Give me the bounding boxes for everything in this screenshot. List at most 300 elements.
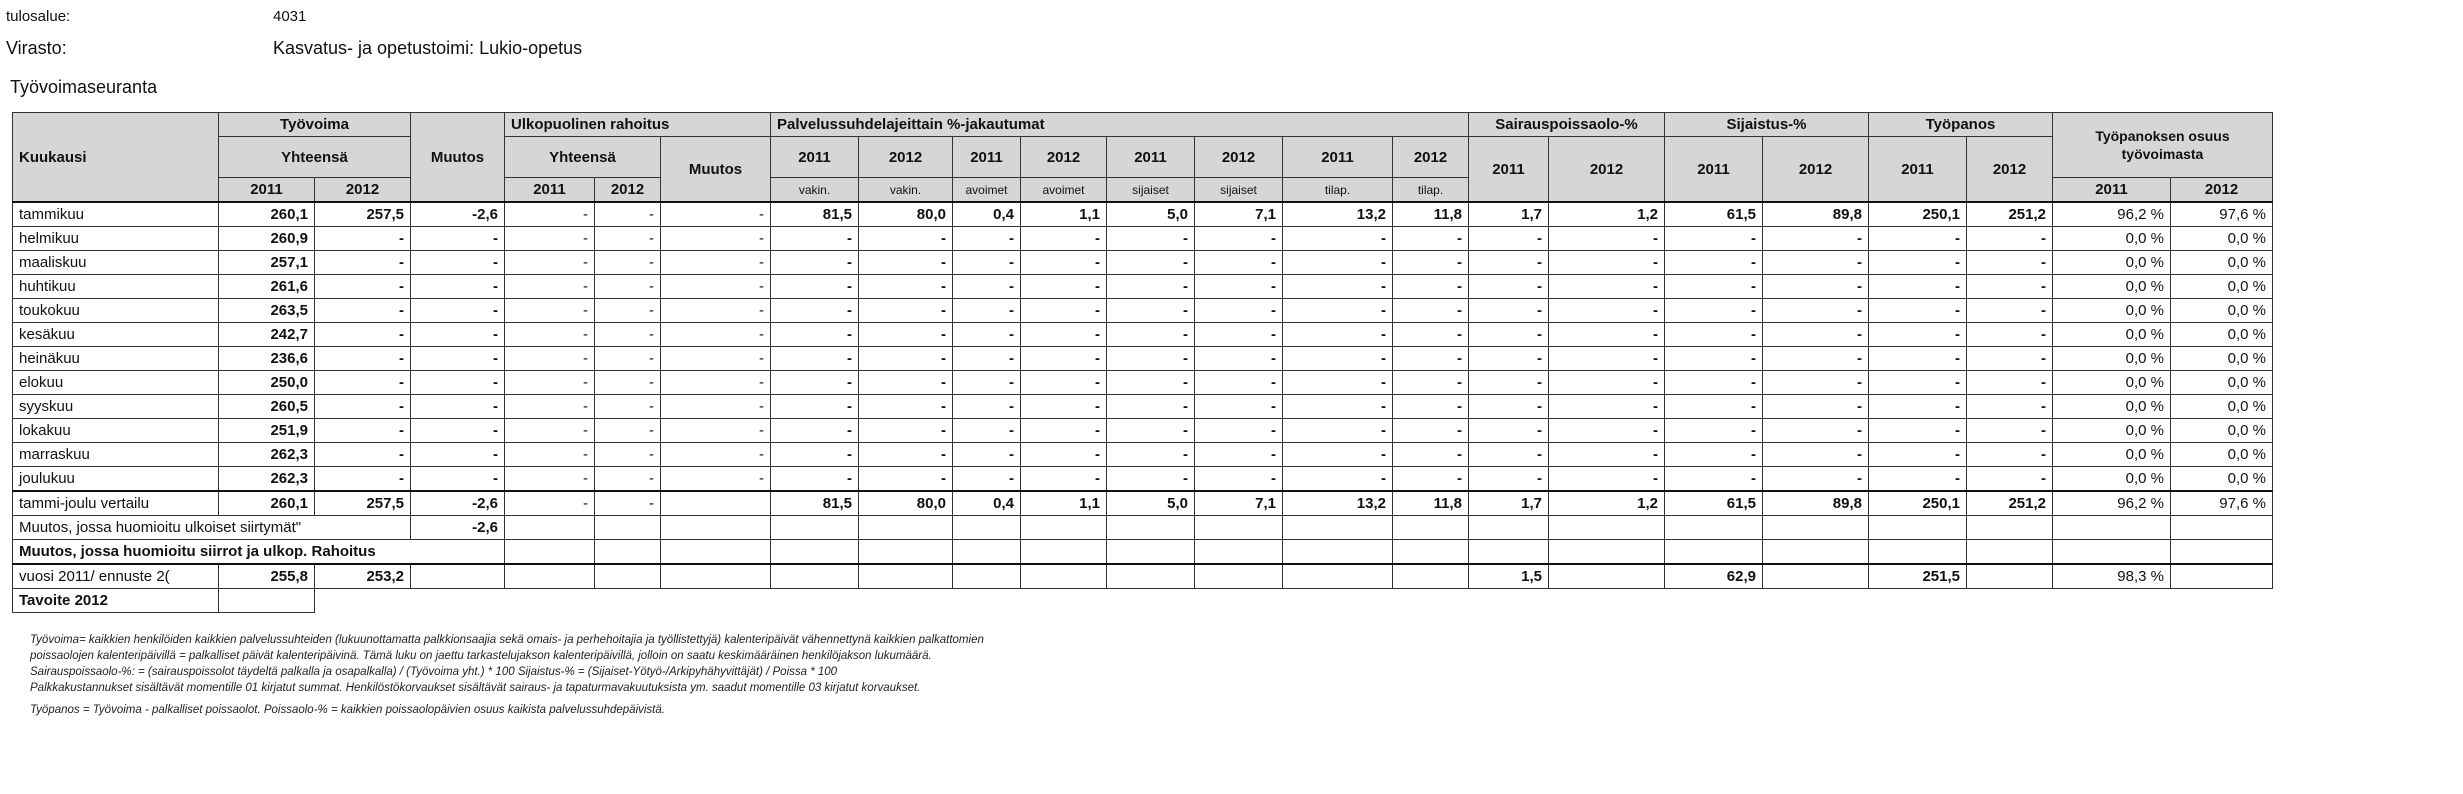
value-cell: 262,3 (219, 443, 315, 467)
value-cell: - (505, 467, 595, 492)
value-cell: - (1107, 443, 1195, 467)
empty-cell (1021, 589, 1107, 613)
sairaus-header: Sairauspoissaolo-% (1469, 113, 1665, 137)
value-cell: - (771, 347, 859, 371)
value-cell: - (1393, 443, 1469, 467)
value-cell: - (411, 299, 505, 323)
value-cell: 0,0 % (2053, 467, 2171, 492)
value-cell: - (1665, 275, 1763, 299)
value-cell: 96,2 % (2053, 202, 2171, 227)
sub-header: sijaiset (1107, 178, 1195, 203)
value-cell: 62,9 (1665, 564, 1763, 589)
palv-year-header: 2012 (1021, 137, 1107, 178)
muutos-header: Muutos (411, 113, 505, 203)
value-cell: - (1665, 467, 1763, 492)
value-cell: - (661, 371, 771, 395)
value-cell: - (1283, 467, 1393, 492)
empty-cell (1469, 589, 1549, 613)
value-cell: 251,2 (1967, 491, 2053, 516)
value-cell: 0,0 % (2171, 467, 2273, 492)
value-cell: - (1283, 395, 1393, 419)
value-cell: 0,0 % (2171, 419, 2273, 443)
value-cell: - (1469, 299, 1549, 323)
value-cell: -2,6 (411, 202, 505, 227)
value-cell: 257,1 (219, 251, 315, 275)
value-cell: 0,0 % (2053, 275, 2171, 299)
value-cell: 251,2 (1967, 202, 2053, 227)
value-cell: - (1967, 347, 2053, 371)
value-cell: 97,6 % (2171, 491, 2273, 516)
value-cell: - (1283, 371, 1393, 395)
footnote: Palkkakustannukset sisältävät momentille 01 kirjatut summat. Henkilöstökorvaukset sisältävät sairaus- ja tapaturmavakuutuksista ym. saadut momentille 03 kirjatut korvaukset. (30, 682, 921, 694)
value-cell: 0,0 % (2171, 371, 2273, 395)
value-cell: 7,1 (1195, 491, 1283, 516)
value-cell: - (1283, 443, 1393, 467)
value-cell (1967, 564, 2053, 589)
value-cell: 253,2 (315, 564, 411, 589)
value-cell: 251,9 (219, 419, 315, 443)
value-cell: - (1549, 347, 1665, 371)
month-cell: toukokuu (13, 299, 219, 323)
empty-cell (1021, 516, 1107, 540)
value-cell: - (315, 467, 411, 492)
value-cell: 0,0 % (2053, 347, 2171, 371)
value-cell: - (771, 443, 859, 467)
tavoite-value (219, 589, 315, 613)
palv-year-header: 2012 (1393, 137, 1469, 178)
value-cell: - (661, 299, 771, 323)
osuus-2012-header: 2012 (2171, 178, 2273, 203)
virasto-value: Kasvatus- ja opetustoimi: Lukio-opetus (273, 38, 583, 58)
value-cell: - (1393, 323, 1469, 347)
empty-cell (1393, 540, 1469, 565)
value-cell: 1,2 (1549, 202, 1665, 227)
value-cell: - (953, 467, 1021, 492)
value-cell: - (1283, 299, 1393, 323)
value-cell: - (1869, 227, 1967, 251)
value-cell: - (771, 395, 859, 419)
month-cell: tammikuu (13, 202, 219, 227)
value-cell: - (1869, 323, 1967, 347)
empty-cell (859, 589, 953, 613)
value-cell: - (1107, 227, 1195, 251)
value-cell: 97,6 % (2171, 202, 2273, 227)
value-cell: 11,8 (1393, 491, 1469, 516)
value-cell: - (771, 251, 859, 275)
empty-cell (1763, 540, 1869, 565)
table-row (13, 564, 2273, 589)
page-title: Työvoimaseuranta (10, 77, 158, 97)
value-cell: 1,7 (1469, 202, 1549, 227)
value-cell: 260,1 (219, 202, 315, 227)
value-cell (411, 564, 505, 589)
value-cell: 0,0 % (2171, 299, 2273, 323)
value-cell: 0,0 % (2053, 395, 2171, 419)
tyovoima-2012-header: 2012 (315, 178, 411, 203)
value-cell: 5,0 (1107, 491, 1195, 516)
empty-cell (411, 589, 505, 613)
value-cell: - (771, 467, 859, 492)
sub-header: avoimet (953, 178, 1021, 203)
value-cell: - (1967, 275, 2053, 299)
value-cell: - (859, 251, 953, 275)
value-cell: - (1021, 467, 1107, 492)
value-cell: 257,5 (315, 202, 411, 227)
value-cell (1763, 564, 1869, 589)
value-cell: - (661, 275, 771, 299)
value-cell (1107, 564, 1195, 589)
value-cell: 262,3 (219, 467, 315, 492)
value-cell: - (1195, 275, 1283, 299)
muutos-siirtymat-label: Muutos, jossa huomioitu ulkoiset siirtymät" (13, 516, 411, 540)
value-cell: 0,0 % (2171, 395, 2273, 419)
value-cell: - (1021, 275, 1107, 299)
ulkopuolinen-header: Ulkopuolinen rahoitus (505, 113, 771, 137)
value-cell: - (411, 227, 505, 251)
value-cell: - (1021, 419, 1107, 443)
value-cell: - (1549, 419, 1665, 443)
value-cell: - (1763, 347, 1869, 371)
value-cell: 61,5 (1665, 491, 1763, 516)
value-cell (595, 564, 661, 589)
value-cell: - (1763, 443, 1869, 467)
value-cell: 0,0 % (2171, 443, 2273, 467)
value-cell: - (1393, 299, 1469, 323)
value-cell: - (1763, 419, 1869, 443)
sub-header: sijaiset (1195, 178, 1283, 203)
month-cell: syyskuu (13, 395, 219, 419)
value-cell: - (953, 323, 1021, 347)
value-cell: - (1967, 251, 2053, 275)
value-cell: - (1869, 299, 1967, 323)
value-cell: - (1967, 323, 2053, 347)
value-cell: - (953, 299, 1021, 323)
value-cell: - (771, 275, 859, 299)
value-cell: - (1107, 251, 1195, 275)
value-cell: - (1469, 395, 1549, 419)
tavoite-row (13, 589, 2273, 613)
value-cell: - (1021, 299, 1107, 323)
value-cell: - (595, 347, 661, 371)
value-cell: - (1869, 419, 1967, 443)
empty-cell (1107, 516, 1195, 540)
empty-cell (1469, 540, 1549, 565)
value-cell: 1,5 (1469, 564, 1549, 589)
empty-cell (1665, 516, 1763, 540)
value-cell: - (771, 371, 859, 395)
value-cell: - (595, 371, 661, 395)
tulosalue-value: 4031 (273, 8, 307, 25)
value-cell: - (859, 227, 953, 251)
value-cell: 7,1 (1195, 202, 1283, 227)
value-cell: - (859, 371, 953, 395)
palv-year-header: 2011 (1107, 137, 1195, 178)
value-cell: - (1283, 251, 1393, 275)
value-cell: - (1549, 371, 1665, 395)
value-cell: - (1549, 467, 1665, 492)
muutos-rahoitus-label: Muutos, jossa huomioitu siirrot ja ulkop. Rahoitus (13, 540, 505, 565)
value-cell: 89,8 (1763, 202, 1869, 227)
value-cell: 0,0 % (2171, 275, 2273, 299)
value-cell: - (859, 419, 953, 443)
value-cell: - (595, 275, 661, 299)
table-row (13, 371, 2273, 395)
value-cell: - (1393, 467, 1469, 492)
value-cell: - (1469, 227, 1549, 251)
value-cell: 0,0 % (2053, 371, 2171, 395)
header-row-1 (13, 113, 2273, 137)
empty-cell (1869, 589, 1967, 613)
empty-cell (505, 516, 595, 540)
month-cell: maaliskuu (13, 251, 219, 275)
sairaus-2012-header: 2012 (1549, 137, 1665, 203)
value-cell: - (1967, 443, 2053, 467)
month-cell: heinäkuu (13, 347, 219, 371)
value-cell: - (771, 299, 859, 323)
value-cell: - (1869, 371, 1967, 395)
value-cell: - (953, 371, 1021, 395)
value-cell: - (1549, 275, 1665, 299)
empty-cell (1195, 540, 1283, 565)
empty-cell (1549, 540, 1665, 565)
value-cell: - (1549, 251, 1665, 275)
value-cell: - (1107, 395, 1195, 419)
empty-cell (2171, 589, 2273, 613)
value-cell: - (859, 395, 953, 419)
value-cell: - (1195, 299, 1283, 323)
value-cell: - (1195, 227, 1283, 251)
value-cell: - (1967, 371, 2053, 395)
value-cell: - (953, 275, 1021, 299)
value-cell: - (595, 491, 661, 516)
empty-cell (2053, 516, 2171, 540)
value-cell: 0,0 % (2053, 323, 2171, 347)
value-cell: 250,1 (1869, 202, 1967, 227)
tyovoima-header: Työvoima (219, 113, 411, 137)
tavoite-label: Tavoite 2012 (13, 589, 219, 613)
value-cell: - (1967, 227, 2053, 251)
value-cell: 80,0 (859, 202, 953, 227)
workforce-table (12, 112, 2273, 613)
value-cell: 250,1 (1869, 491, 1967, 516)
value-cell: - (1107, 467, 1195, 492)
value-cell: - (411, 395, 505, 419)
value-cell: - (505, 371, 595, 395)
value-cell: 263,5 (219, 299, 315, 323)
kuukausi-header: Kuukausi (13, 113, 219, 203)
value-cell: - (1469, 347, 1549, 371)
empty-cell (1665, 540, 1763, 565)
muutos-siirtymat-value: -2,6 (411, 516, 505, 540)
muutos-rahoitus-row (13, 540, 2273, 565)
empty-cell (1665, 589, 1763, 613)
yhteensa-header: Yhteensä (219, 137, 411, 178)
empty-cell (2053, 589, 2171, 613)
value-cell: - (1869, 443, 1967, 467)
value-cell: - (661, 202, 771, 227)
month-cell: kesäkuu (13, 323, 219, 347)
value-cell: - (859, 299, 953, 323)
value-cell: - (505, 227, 595, 251)
value-cell: - (1107, 323, 1195, 347)
value-cell: - (661, 419, 771, 443)
value-cell: - (1763, 323, 1869, 347)
month-cell: vuosi 2011/ ennuste 2( (13, 564, 219, 589)
value-cell: - (1393, 275, 1469, 299)
value-cell: 261,6 (219, 275, 315, 299)
value-cell: - (953, 347, 1021, 371)
virasto-label: Virasto: (6, 38, 67, 58)
month-cell: elokuu (13, 371, 219, 395)
palv-year-header: 2011 (771, 137, 859, 178)
table-row (13, 443, 2273, 467)
month-cell: joulukuu (13, 467, 219, 492)
empty-cell (505, 540, 595, 565)
value-cell: - (595, 251, 661, 275)
empty-cell (859, 516, 953, 540)
value-cell: - (1195, 371, 1283, 395)
month-cell: tammi-joulu vertailu (13, 491, 219, 516)
value-cell: - (859, 443, 953, 467)
value-cell (953, 564, 1021, 589)
empty-cell (661, 589, 771, 613)
tulosalue-label: tulosalue: (6, 8, 71, 25)
value-cell: - (1763, 467, 1869, 492)
value-cell: - (953, 395, 1021, 419)
empty-cell (953, 540, 1021, 565)
value-cell (1393, 564, 1469, 589)
value-cell: - (1393, 347, 1469, 371)
value-cell: - (1549, 443, 1665, 467)
value-cell: - (1869, 275, 1967, 299)
value-cell: - (1967, 467, 2053, 492)
value-cell: - (1107, 371, 1195, 395)
value-cell: - (859, 347, 953, 371)
value-cell: 236,6 (219, 347, 315, 371)
value-cell: 80,0 (859, 491, 953, 516)
value-cell: - (1549, 227, 1665, 251)
value-cell: - (1763, 275, 1869, 299)
empty-cell (2171, 540, 2273, 565)
value-cell: - (1763, 227, 1869, 251)
value-cell: 81,5 (771, 491, 859, 516)
value-cell: - (505, 443, 595, 467)
value-cell: - (1195, 443, 1283, 467)
footnote: Työvoima= kaikkien henkilöiden kaikkien palvelussuhteiden (lukuunottamatta palkkionsaajia sekä omais- ja perhehoitajia ja työllistettyjä) kalenteripäivät vähennettynä kaikkien palkattomien (30, 634, 984, 646)
value-cell: - (315, 395, 411, 419)
value-cell: - (1107, 299, 1195, 323)
value-cell: 0,0 % (2053, 251, 2171, 275)
footnote: Työpanos = Työvoima - palkalliset poissaolot. Poissaolo-% = kaikkien poissaolopäivien osuus kaikista palvelussuhdepäivistä. (30, 704, 665, 716)
empty-cell (771, 540, 859, 565)
value-cell: 0,4 (953, 491, 1021, 516)
value-cell: 260,1 (219, 491, 315, 516)
empty-cell (1967, 540, 2053, 565)
value-cell: - (661, 227, 771, 251)
value-cell: - (411, 347, 505, 371)
value-cell: - (953, 251, 1021, 275)
value-cell: - (1283, 419, 1393, 443)
value-cell: - (1549, 299, 1665, 323)
empty-cell (859, 540, 953, 565)
value-cell: 1,7 (1469, 491, 1549, 516)
value-cell: - (661, 251, 771, 275)
value-cell: - (1763, 395, 1869, 419)
value-cell: - (771, 323, 859, 347)
value-cell: 255,8 (219, 564, 315, 589)
value-cell: - (1869, 467, 1967, 492)
value-cell: 11,8 (1393, 202, 1469, 227)
value-cell: - (1665, 395, 1763, 419)
value-cell: 1,1 (1021, 202, 1107, 227)
value-cell: 260,5 (219, 395, 315, 419)
month-cell: helmikuu (13, 227, 219, 251)
value-cell: - (1021, 443, 1107, 467)
value-cell: - (1283, 347, 1393, 371)
value-cell: - (953, 419, 1021, 443)
value-cell: - (1469, 443, 1549, 467)
empty-cell (1549, 589, 1665, 613)
value-cell: - (1021, 227, 1107, 251)
value-cell: - (595, 467, 661, 492)
ulk-2011-header: 2011 (505, 178, 595, 203)
value-cell (1021, 564, 1107, 589)
value-cell: - (1393, 371, 1469, 395)
month-cell: huhtikuu (13, 275, 219, 299)
month-cell: marraskuu (13, 443, 219, 467)
value-cell: - (315, 299, 411, 323)
value-cell: 1,1 (1021, 491, 1107, 516)
value-cell: - (1665, 371, 1763, 395)
empty-cell (595, 540, 661, 565)
osuus-header: Työpanoksen osuus työvoimasta (2053, 113, 2273, 178)
value-cell: - (1283, 275, 1393, 299)
value-cell: - (661, 443, 771, 467)
header-row-2 (13, 137, 2273, 178)
value-cell: - (595, 323, 661, 347)
value-cell: 257,5 (315, 491, 411, 516)
value-cell: 260,9 (219, 227, 315, 251)
empty-cell (315, 589, 411, 613)
value-cell: - (1021, 347, 1107, 371)
empty-cell (661, 540, 771, 565)
value-cell: - (859, 275, 953, 299)
value-cell: 0,0 % (2171, 323, 2273, 347)
value-cell: 89,8 (1763, 491, 1869, 516)
table-row (13, 299, 2273, 323)
value-cell: 242,7 (219, 323, 315, 347)
empty-cell (1549, 516, 1665, 540)
value-cell: -2,6 (411, 491, 505, 516)
value-cell: - (1107, 347, 1195, 371)
value-cell (1195, 564, 1283, 589)
value-cell: - (1469, 323, 1549, 347)
value-cell: 0,0 % (2171, 251, 2273, 275)
value-cell: - (595, 419, 661, 443)
tyopanos-2011-header: 2011 (1869, 137, 1967, 203)
value-cell: - (315, 347, 411, 371)
value-cell: 61,5 (1665, 202, 1763, 227)
value-cell: - (411, 251, 505, 275)
osuus-2011-header: 2011 (2053, 178, 2171, 203)
sub-header: vakin. (859, 178, 953, 203)
value-cell: - (1665, 323, 1763, 347)
value-cell: - (411, 419, 505, 443)
value-cell: - (595, 202, 661, 227)
value-cell: - (1021, 251, 1107, 275)
empty-cell (1107, 540, 1195, 565)
empty-cell (953, 516, 1021, 540)
